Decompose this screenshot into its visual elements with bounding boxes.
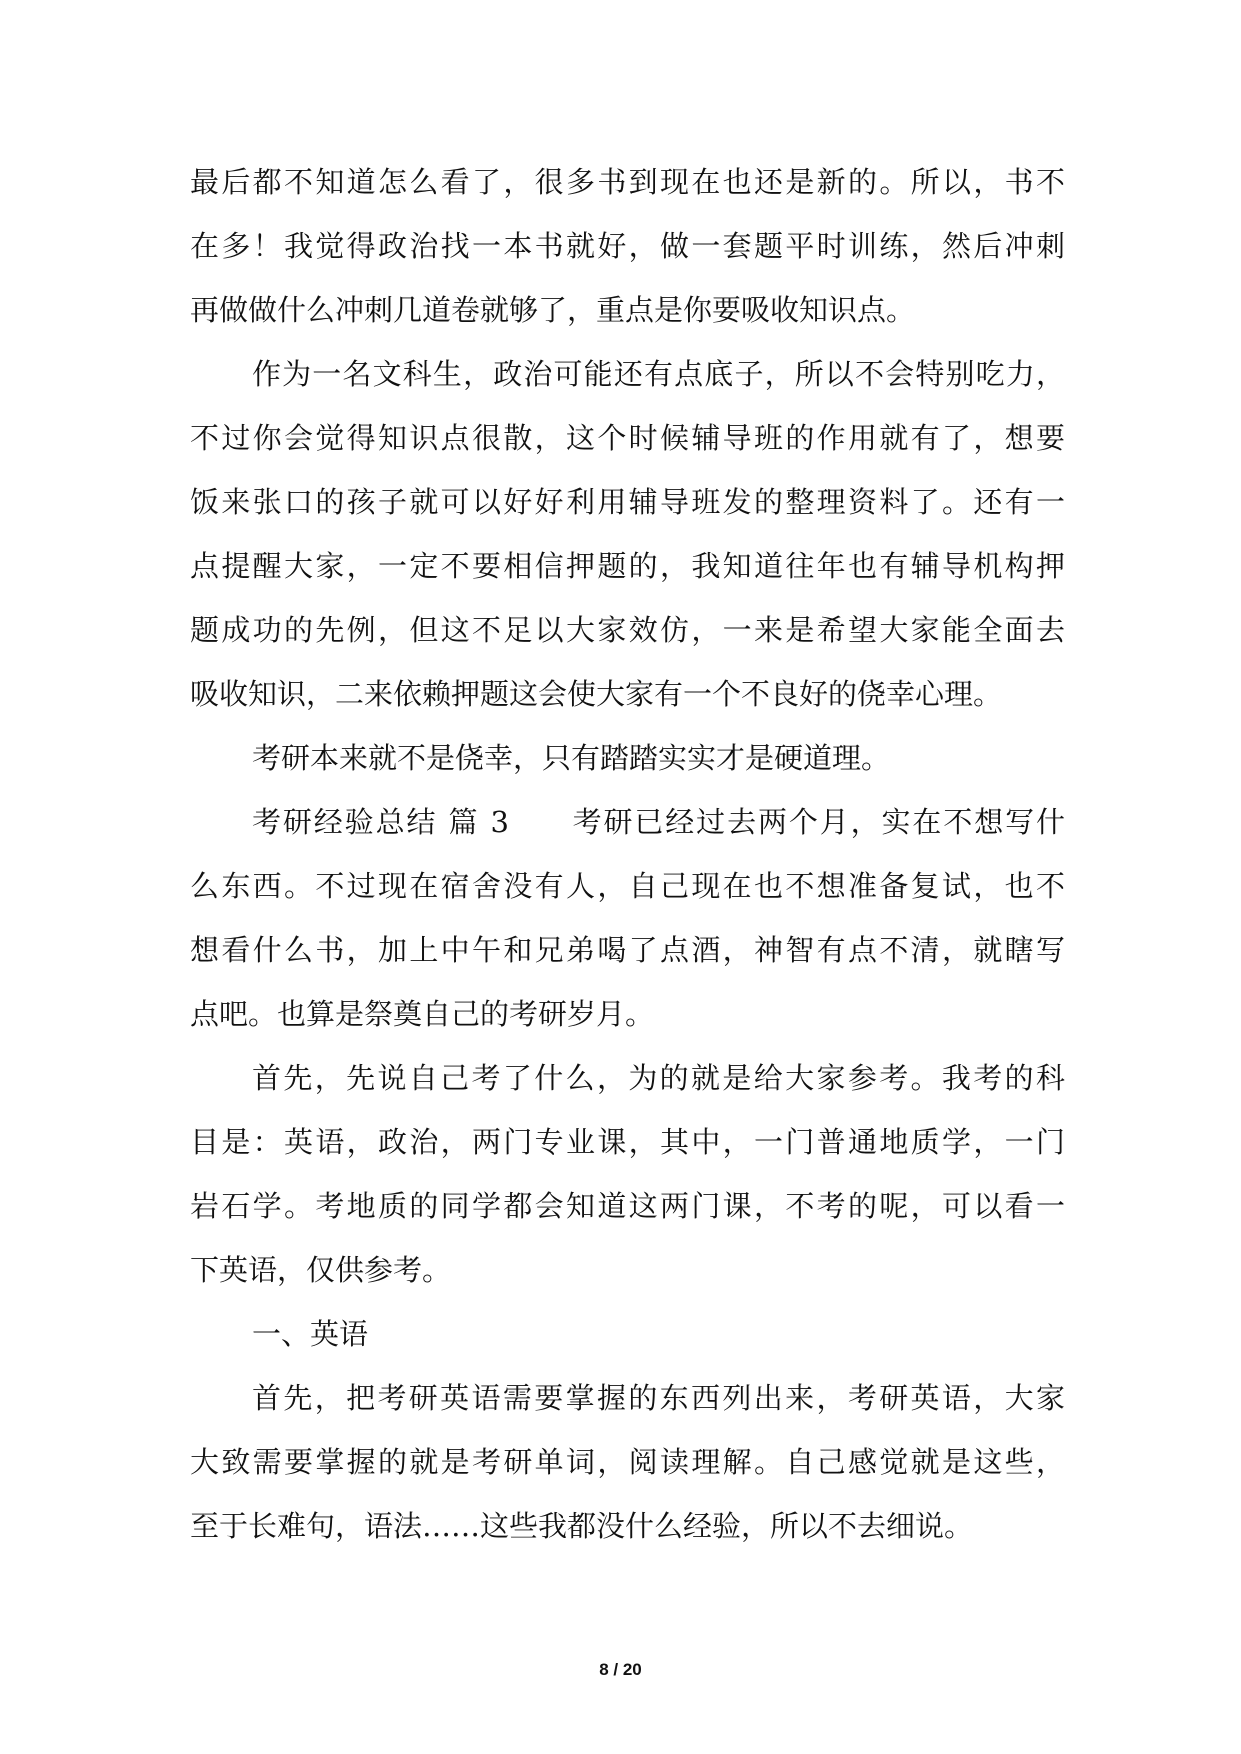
text-line: 岩石学。考地质的同学都会知道这两门课，不考的呢，可以看一 [190,1189,1065,1223]
text-line: 至于长难句，语法……这些我都没什么经验，所以不去细说。 [190,1509,974,1543]
text-line: 点提醒大家，一定不要相信押题的，我知道往年也有辅导机构押 [190,549,1065,583]
text-line: 再做做什么冲刺几道卷就够了，重点是你要吸收知识点。 [190,293,916,327]
text-line: 想看什么书，加上中午和兄弟喝了点酒，神智有点不清，就瞎写 [190,933,1065,967]
text-line: 下英语，仅供参考。 [190,1253,452,1287]
text-line: 么东西。不过现在宿舍没有人，自己现在也不想准备复试，也不 [190,869,1065,903]
text-line: 饭来张口的孩子就可以好好利用辅导班发的整理资料了。还有一 [190,485,1065,519]
document-body [190,150,1065,1558]
page-number: 8 / 20 [599,1660,642,1679]
text-line: 最后都不知道怎么看了，很多书到现在也还是新的。所以，书不 [190,165,1065,199]
text-line: 考研经验总结 篇 3 考研已经过去两个月，实在不想写什 [252,805,1065,839]
text-line: 首先，先说自己考了什么，为的就是给大家参考。我考的科 [252,1061,1065,1095]
text-line: 作为一名文科生，政治可能还有点底子，所以不会特别吃力， [252,357,1065,391]
text-line: 大致需要掌握的就是考研单词，阅读理解。自己感觉就是这些， [190,1445,1065,1479]
text-line: 首先，把考研英语需要掌握的东西列出来，考研英语，大家 [252,1381,1065,1415]
text-line: 考研本来就不是侥幸，只有踏踏实实才是硬道理。 [252,741,891,775]
text-line: 题成功的先例，但这不足以大家效仿，一来是希望大家能全面去 [190,613,1065,647]
section-heading: 一、英语 [252,1317,369,1351]
text-line: 目是：英语，政治，两门专业课，其中，一门普通地质学，一门 [190,1125,1065,1159]
text-line: 不过你会觉得知识点很散，这个时候辅导班的作用就有了，想要 [190,421,1065,455]
text-line: 吸收知识，二来依赖押题这会使大家有一个不良好的侥幸心理。 [190,677,1003,711]
text-line: 点吧。也算是祭奠自己的考研岁月。 [190,997,655,1031]
text-line: 在多！我觉得政治找一本书就好，做一套题平时训练，然后冲刺 [190,229,1065,263]
